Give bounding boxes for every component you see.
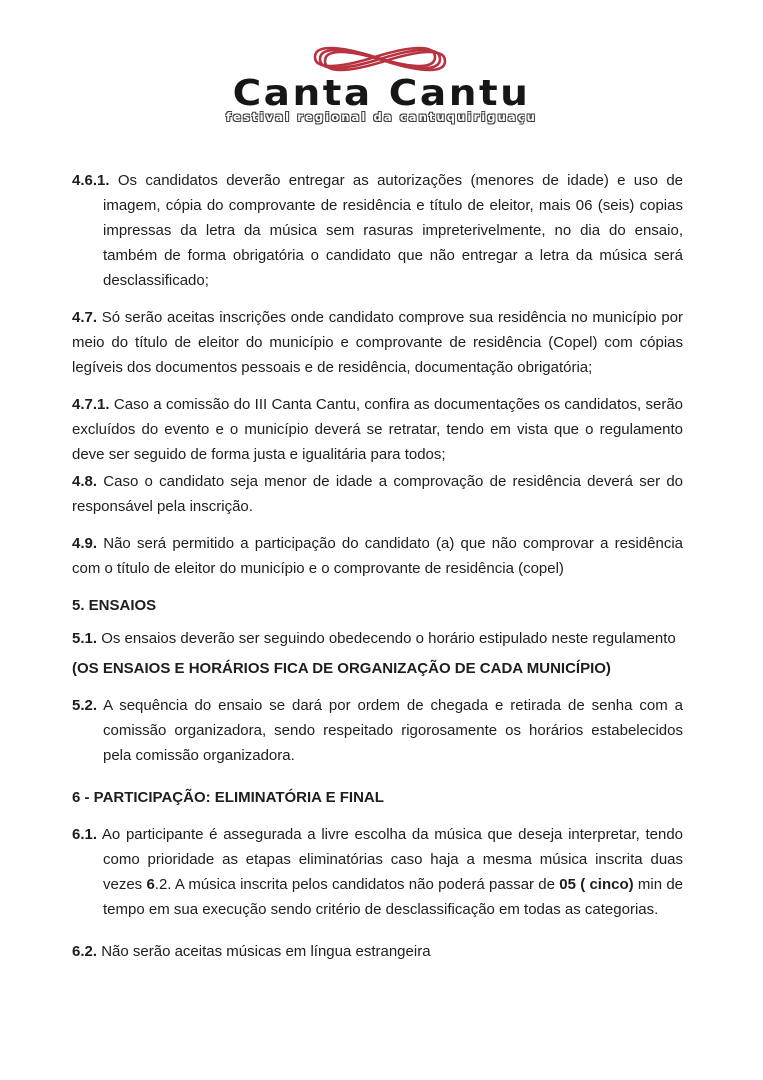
body-text: Não será permitido a participação do candidato (a) que não comprovar a residência com o título de eleitor do município e o comprovante de residência (copel) [72, 535, 683, 577]
logo [0, 0, 763, 124]
section-number: 5.2. [72, 697, 98, 714]
paragraph-6-1 [72, 822, 683, 922]
body-text: A sequência do ensaio se dará por ordem de chegada e retirada de senha com a comissão organizadora, sendo respeitado rigorosamente os horários estabelecidos pela comissão organizadora. [103, 697, 683, 764]
body-text: Os ensaios deverão ser seguindo obedecendo o horário estipulado neste regulamento [101, 630, 676, 647]
paragraph-5-2 [72, 693, 683, 768]
paragraph-4-7-1 [72, 392, 683, 467]
paragraph-4-7 [72, 305, 683, 380]
body-text: min de tempo em sua execução sendo critério de desclassificação em todas as categorias. [103, 876, 684, 918]
section-number: 4.7. [72, 309, 98, 326]
paragraph-4-9 [72, 531, 683, 581]
body-text: .2. A música inscrita pelos candidatos não poderá passar de [154, 876, 560, 893]
body-text: Ao participante é assegurada a livre escolha da música que deseja interpretar, tendo como prioridade as etapas eliminatórias caso haja a mesma música inscrita duas vezes [101, 826, 684, 893]
section-number: 5.1. [72, 630, 98, 647]
body-text: Não serão aceitas músicas em língua estrangeira [101, 943, 431, 960]
heading-participacao: 6 - PARTICIPAÇÃO: ELIMINATÓRIA E FINAL [72, 789, 384, 806]
bold-text: 6 [146, 876, 155, 893]
document-body [72, 168, 683, 964]
section-number: 6.2. [72, 943, 98, 960]
paragraph-4-6-1 [72, 168, 683, 293]
logo-title: Canta Cantu [232, 72, 531, 115]
body-text: Só serão aceitas inscrições onde candidato comprove sua residência no município por meio do título de eleitor do município e comprovante de residência (Copel) com cópias legíveis dos documentos pessoais e de residência, documentação obrigatória; [72, 309, 684, 376]
bold-text: 05 ( cinco) [559, 876, 634, 893]
logo-subtitle: festival regional da cantuquiriguaçu [226, 110, 537, 124]
heading-ensaios: 5. ENSAIOS [72, 597, 157, 614]
heading-ensaios-horarios-note: (OS ENSAIOS E HORÁRIOS FICA DE ORGANIZAÇÃO DE CADA MUNICÍPIO) [72, 660, 611, 677]
body-text: Caso a comissão do III Canta Cantu, confira as documentações os candidatos, serão excluídos do evento e o município deverá se retratar, tendo em vista que o regulamento deve ser seguido de forma justa e igualitária para todos; [72, 396, 684, 463]
body-text: Caso o candidato seja menor de idade a comprovação de residência deverá ser do responsável pela inscrição. [72, 473, 684, 515]
paragraph-4-8 [72, 469, 683, 519]
body-text: Os candidatos deverão entregar as autorizações (menores de idade) e uso de imagem, cópia do comprovante de residência e título de eleitor, mais 06 (seis) copias impressas da letra da música sem rasuras impreterivelmente, no dia do ensaio, também de forma obrigatória o candidato que não entregar a letra da música será desclassificado; [103, 172, 683, 289]
paragraph-5-1 [72, 630, 683, 647]
section-number: 6.1. [72, 826, 98, 843]
section-number: 4.6.1. [72, 172, 110, 189]
section-number: 4.9. [72, 535, 98, 552]
paragraph-6-2 [72, 939, 683, 964]
section-number: 4.8. [72, 473, 98, 490]
section-number: 4.7.1. [72, 396, 110, 413]
